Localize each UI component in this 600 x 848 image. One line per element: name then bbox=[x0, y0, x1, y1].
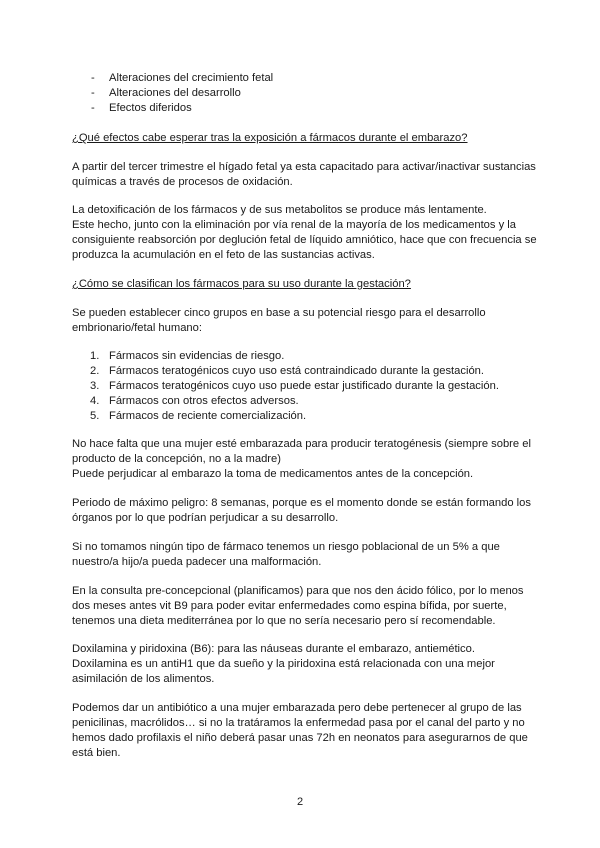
paragraph-population-risk: Si no tomamos ningún tipo de fármaco tenemos un riesgo poblacional de un 5% a que nuestro/a hijo/a pueda padecer una malformación. bbox=[72, 541, 500, 568]
paragraph-line: La detoxificación de los fármacos y de sus metabolitos se produce más lentamente. bbox=[72, 204, 487, 216]
list-item bbox=[72, 349, 542, 364]
list-item bbox=[72, 409, 542, 424]
list-number: 3. bbox=[90, 380, 100, 392]
paragraph-detoxification bbox=[72, 203, 542, 263]
list-number: 1. bbox=[90, 350, 100, 362]
paragraph-antibiotic: Podemos dar un antibiótico a una mujer embarazada pero debe pertenecer al grupo de las penicilinas, macrólidos… si no la tratáramos la enfermedad pasa por el canal del parto y no hemos dado profilaxis el niño deberá pasar unas 72h en neonatos para asegurarnos de que está bien. bbox=[72, 702, 528, 759]
paragraph-line: Este hecho, junto con la eliminación por vía renal de la mayoría de los medicamentos y la consiguiente reabsorción por deglución fetal de líquido amniótico, hace que con frecuencia se produzca la acumulación en el feto de las sustancias activas. bbox=[72, 219, 537, 261]
list-item: - Alteraciones del crecimiento fetal bbox=[72, 71, 542, 86]
list-item bbox=[72, 379, 542, 394]
list-number: 5. bbox=[90, 410, 100, 422]
page-number: 2 bbox=[296, 796, 304, 808]
paragraph-teratogenesis bbox=[72, 437, 542, 482]
paragraph-line: Doxilamina es un antiH1 que da sueño y la piridoxina está relacionada con una mejor asimilación de los alimentos. bbox=[72, 658, 495, 685]
list-item bbox=[72, 394, 542, 409]
paragraph-fetal-liver: A partir del tercer trimestre el hígado fetal ya esta capacitado para activar/inactivar sustancias químicas a través de procesos de oxidación. bbox=[72, 161, 536, 188]
list-item: - Efectos diferidos bbox=[72, 101, 542, 116]
question-heading-classification: ¿Cómo se clasifican los fármacos para su uso durante la gestación? bbox=[72, 278, 411, 290]
paragraph-line: Puede perjudicar al embarazo la toma de medicamentos antes de la concepción. bbox=[72, 468, 474, 480]
effects-list bbox=[72, 71, 542, 116]
list-text: Fármacos con otros efectos adversos. bbox=[109, 395, 299, 407]
list-text: Fármacos teratogénicos cuyo uso está contraindicado durante la gestación. bbox=[109, 365, 484, 377]
list-text: Fármacos sin evidencias de riesgo. bbox=[109, 350, 285, 362]
list-text: Fármacos de reciente comercialización. bbox=[109, 410, 307, 422]
groups-list bbox=[72, 349, 542, 424]
paragraph-line: Doxilamina y piridoxina (B6): para las náuseas durante el embarazo, antiemético. bbox=[72, 643, 475, 655]
list-text: Fármacos teratogénicos cuyo uso puede estar justificado durante la gestación. bbox=[109, 380, 499, 392]
list-number: 4. bbox=[90, 395, 100, 407]
question-heading-effects: ¿Qué efectos cabe esperar tras la exposición a fármacos durante el embarazo? bbox=[72, 132, 468, 144]
paragraph-preconception: En la consulta pre-concepcional (planificamos) para que nos den ácido fólico, por lo menos dos meses antes vit B9 para poder evitar enfermedades como espina bífida, por suerte, tenemos una dieta mediterránea por lo que no sería necesario pero sí recomendable. bbox=[72, 585, 524, 627]
list-item: - Alteraciones del desarrollo bbox=[72, 86, 542, 101]
list-number: 2. bbox=[90, 365, 100, 377]
paragraph-line: No hace falta que una mujer esté embarazada para producir teratogénesis (siempre sobre el producto de la concepción, no a la madre) bbox=[72, 438, 531, 465]
paragraph-doxylamine bbox=[72, 642, 542, 687]
paragraph-groups-intro: Se pueden establecer cinco grupos en base a su potencial riesgo para el desarrollo embrionario/fetal humano: bbox=[72, 307, 486, 334]
list-item bbox=[72, 364, 542, 379]
paragraph-danger-period: Periodo de máximo peligro: 8 semanas, porque es el momento donde se están formando los órganos por lo que podrían perjudicar a su desarrollo. bbox=[72, 497, 531, 524]
